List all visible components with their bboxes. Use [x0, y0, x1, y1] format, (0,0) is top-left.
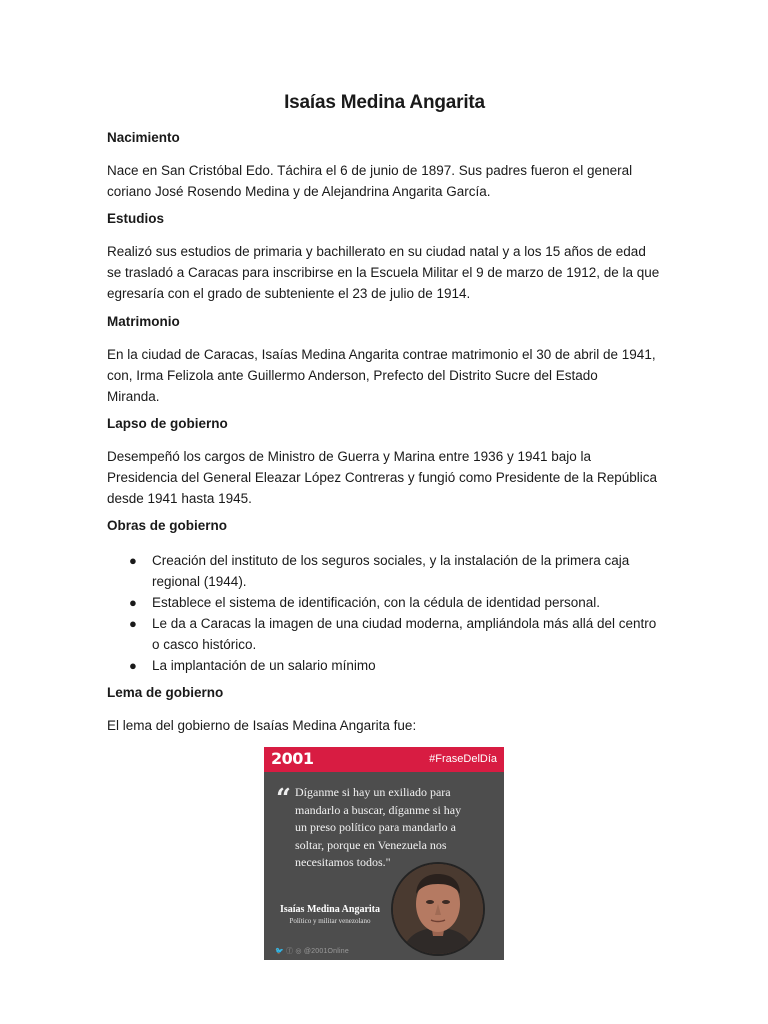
portrait-photo	[391, 862, 485, 956]
paragraph-nacimiento	[107, 160, 662, 202]
text-line: Establece el sistema de identificación, con la cédula de identidad personal.	[152, 595, 601, 610]
text-line: La implantación de un salario mínimo	[152, 658, 376, 673]
hashtag-label: #FraseDelDía	[429, 753, 497, 765]
paragraph-lapso-de-gobierno	[107, 446, 662, 509]
heading-lapso-de-gobierno: Lapso de gobierno	[107, 416, 228, 431]
quote-text	[295, 784, 498, 872]
text-line: Presidencia del General Eleazar López Contreras y fungió como Presidente de la República	[107, 470, 658, 485]
page-title: Isaías Medina Angarita	[284, 92, 485, 113]
text-line: coriano José Rosendo Medina y de Alejandrina Angarita García.	[107, 184, 491, 199]
logo-2001: 2001	[271, 749, 314, 768]
list-item	[107, 655, 662, 676]
text-line: egresaría con el grado de subteniente el 23 de julio de 1914.	[107, 286, 471, 301]
list-item	[107, 592, 662, 613]
paragraph-lema: El lema del gobierno de Isaías Medina Angarita fue:	[107, 718, 417, 733]
social-icons: 🐦 ⓕ ◎	[275, 948, 304, 955]
heading-lema-de-gobierno: Lema de gobierno	[107, 685, 224, 700]
text-line: se trasladó a Caracas para inscribirse en la Escuela Militar el 9 de marzo de 1912, de la que	[107, 265, 660, 280]
text-line: Realizó sus estudios de primaria y bachillerato en su ciudad natal y a los 15 años de edad	[107, 244, 646, 259]
quote-line: soltar, porque en Venezuela nos	[295, 837, 447, 852]
heading-estudios: Estudios	[107, 211, 165, 226]
text-line: o casco histórico.	[152, 637, 257, 652]
text-line: desde 1941 hasta 1945.	[107, 491, 252, 506]
list-item	[107, 613, 662, 655]
paragraph-matrimonio	[107, 344, 662, 407]
obras-list	[107, 550, 662, 676]
text-line: regional (1944).	[152, 574, 247, 589]
text-line: con, Irma Felizola ante Guillermo Anderson, Prefecto del Distrito Sucre del Estado	[107, 368, 598, 383]
heading-nacimiento: Nacimiento	[107, 130, 180, 145]
quote-line: un preso político para mandarlo a	[295, 820, 456, 834]
bullet-icon: ●	[129, 616, 137, 631]
quote-line: necesitamos todos."	[295, 855, 391, 869]
text-line: En la ciudad de Caracas, Isaías Medina Angarita contrae matrimonio el 30 de abril de 1941,	[107, 347, 656, 362]
bullet-icon: ●	[129, 595, 137, 610]
bullet-icon: ●	[129, 553, 137, 568]
social-handle	[275, 946, 349, 956]
text-line: Miranda.	[107, 389, 160, 404]
quote-line: Díganme si hay un exiliado para	[295, 785, 451, 799]
quote-line: mandarlo a buscar, díganme si hay	[295, 802, 462, 817]
quote-card-image	[264, 747, 504, 960]
text-line: Desempeñó los cargos de Ministro de Guerra y Marina entre 1936 y 1941 bajo la	[107, 449, 592, 464]
quote-author-name: Isaías Medina Angarita	[279, 904, 380, 915]
text-line: Nace en San Cristóbal Edo. Táchira el 6 de junio de 1897. Sus padres fueron el general	[107, 163, 633, 178]
heading-matrimonio: Matrimonio	[107, 314, 180, 329]
bullet-icon: ●	[129, 658, 137, 673]
paragraph-estudios	[107, 241, 662, 304]
quote-author-role: Político y militar venezolano	[289, 917, 371, 925]
heading-obras-de-gobierno: Obras de gobierno	[107, 518, 228, 533]
text-line: Le da a Caracas la imagen de una ciudad moderna, ampliándola más allá del centro	[152, 616, 657, 631]
text-line: Creación del instituto de los seguros sociales, y la instalación de la primera caja	[152, 553, 630, 568]
list-item	[107, 550, 662, 592]
social-handle-text: @2001Online	[303, 948, 349, 955]
quote-mark-icon: “	[276, 784, 291, 814]
portrait-illustration	[393, 864, 483, 954]
